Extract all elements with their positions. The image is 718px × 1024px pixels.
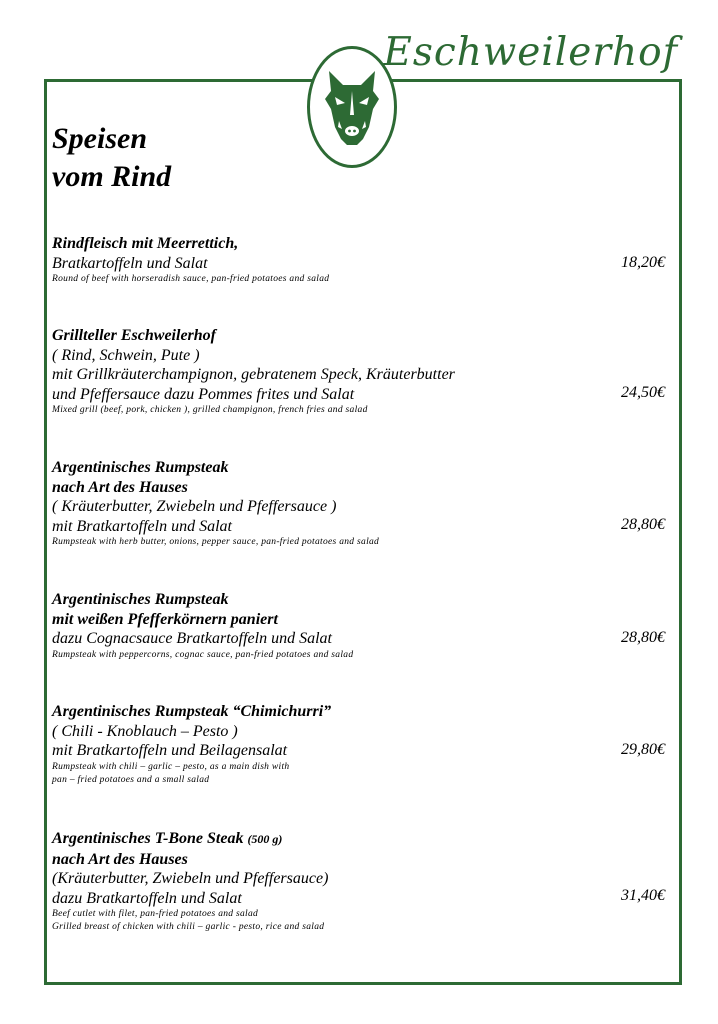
item-description: ( Kräuterbutter, Zwiebeln und Pfeffersauce ) [52,498,337,515]
item-english: Beef cutlet with filet, pan-fried potatoes and salad [52,909,259,919]
item-title: Argentinisches Rumpsteak “Chimichurri” [52,703,332,720]
menu-item-rumpsteak-chimichurri [52,702,672,787]
title-line-2: vom Rind [52,160,172,193]
boar-head-icon [323,69,381,149]
item-price: 28,80€ [621,516,665,533]
item-title [52,829,672,850]
item-english: Grilled breast of chicken with chili – garlic - pesto, rice and salad [52,922,325,932]
item-english: Rumpsteak with herb butter, onions, pepper sauce, pan-fried potatoes and salad [52,537,380,547]
item-title: Grillteller Eschweilerhof [52,327,216,344]
item-price: 28,80€ [621,629,665,646]
logo-medallion [307,46,397,168]
item-title-text: Argentinisches T-Bone Steak [52,830,244,847]
menu-item-grillteller [52,326,672,417]
menu-item-rindfleisch [52,234,672,286]
menu-item-rumpsteak-haus [52,458,672,549]
item-description: mit Bratkartoffeln und Salat [52,517,232,535]
item-english: Rumpsteak with chili – garlic – pesto, as a main dish with [52,761,290,772]
item-description: mit Grillkräuterchampignon, gebratenem Speck, Kräuterbutter [52,366,455,383]
page-title [52,120,171,196]
item-quantity: (500 g) [247,832,283,846]
item-description: ( Chili - Knoblauch – Pesto ) [52,722,238,740]
item-description: und Pfeffersauce dazu Pommes frites und Salat [52,385,355,403]
menu-item-rumpsteak-pfeffer [52,590,672,662]
item-title: nach Art des Hauses [52,850,188,868]
item-title: Rindfleisch mit Meerrettich, [52,235,239,252]
item-description: ( Rind, Schwein, Pute ) [52,346,200,364]
item-title: Argentinisches Rumpsteak [52,459,229,476]
item-price: 29,80€ [621,741,665,758]
item-description: Bratkartoffeln und Salat [52,254,208,272]
item-price: 18,20€ [621,254,665,271]
item-description: dazu Cognacsauce Bratkartoffeln und Salat [52,630,332,647]
item-english: Mixed grill (beef, pork, chicken ), grilled champignon, french fries and salad [52,405,368,415]
item-description: dazu Bratkartoffeln und Salat [52,889,242,907]
menu-item-tbone [52,829,672,934]
item-english: pan – fried potatoes and a small salad [52,774,210,785]
item-description: (Kräuterbutter, Zwiebeln und Pfeffersauce) [52,870,329,887]
item-english: Rumpsteak with peppercorns, cognac sauce, pan-fried potatoes and salad [52,649,354,660]
item-price: 31,40€ [621,887,665,904]
item-english: Round of beef with horseradish sauce, pan-fried potatoes and salad [52,274,330,284]
item-price: 24,50€ [621,384,665,401]
restaurant-name: Eschweilerhof [383,30,678,75]
item-title: Argentinisches Rumpsteak [52,591,229,608]
item-title: mit weißen Pfefferkörnern paniert [52,610,278,628]
item-title: nach Art des Hauses [52,478,188,496]
item-description: mit Bratkartoffeln und Beilagensalat [52,742,288,759]
title-line-1: Speisen [52,122,148,155]
